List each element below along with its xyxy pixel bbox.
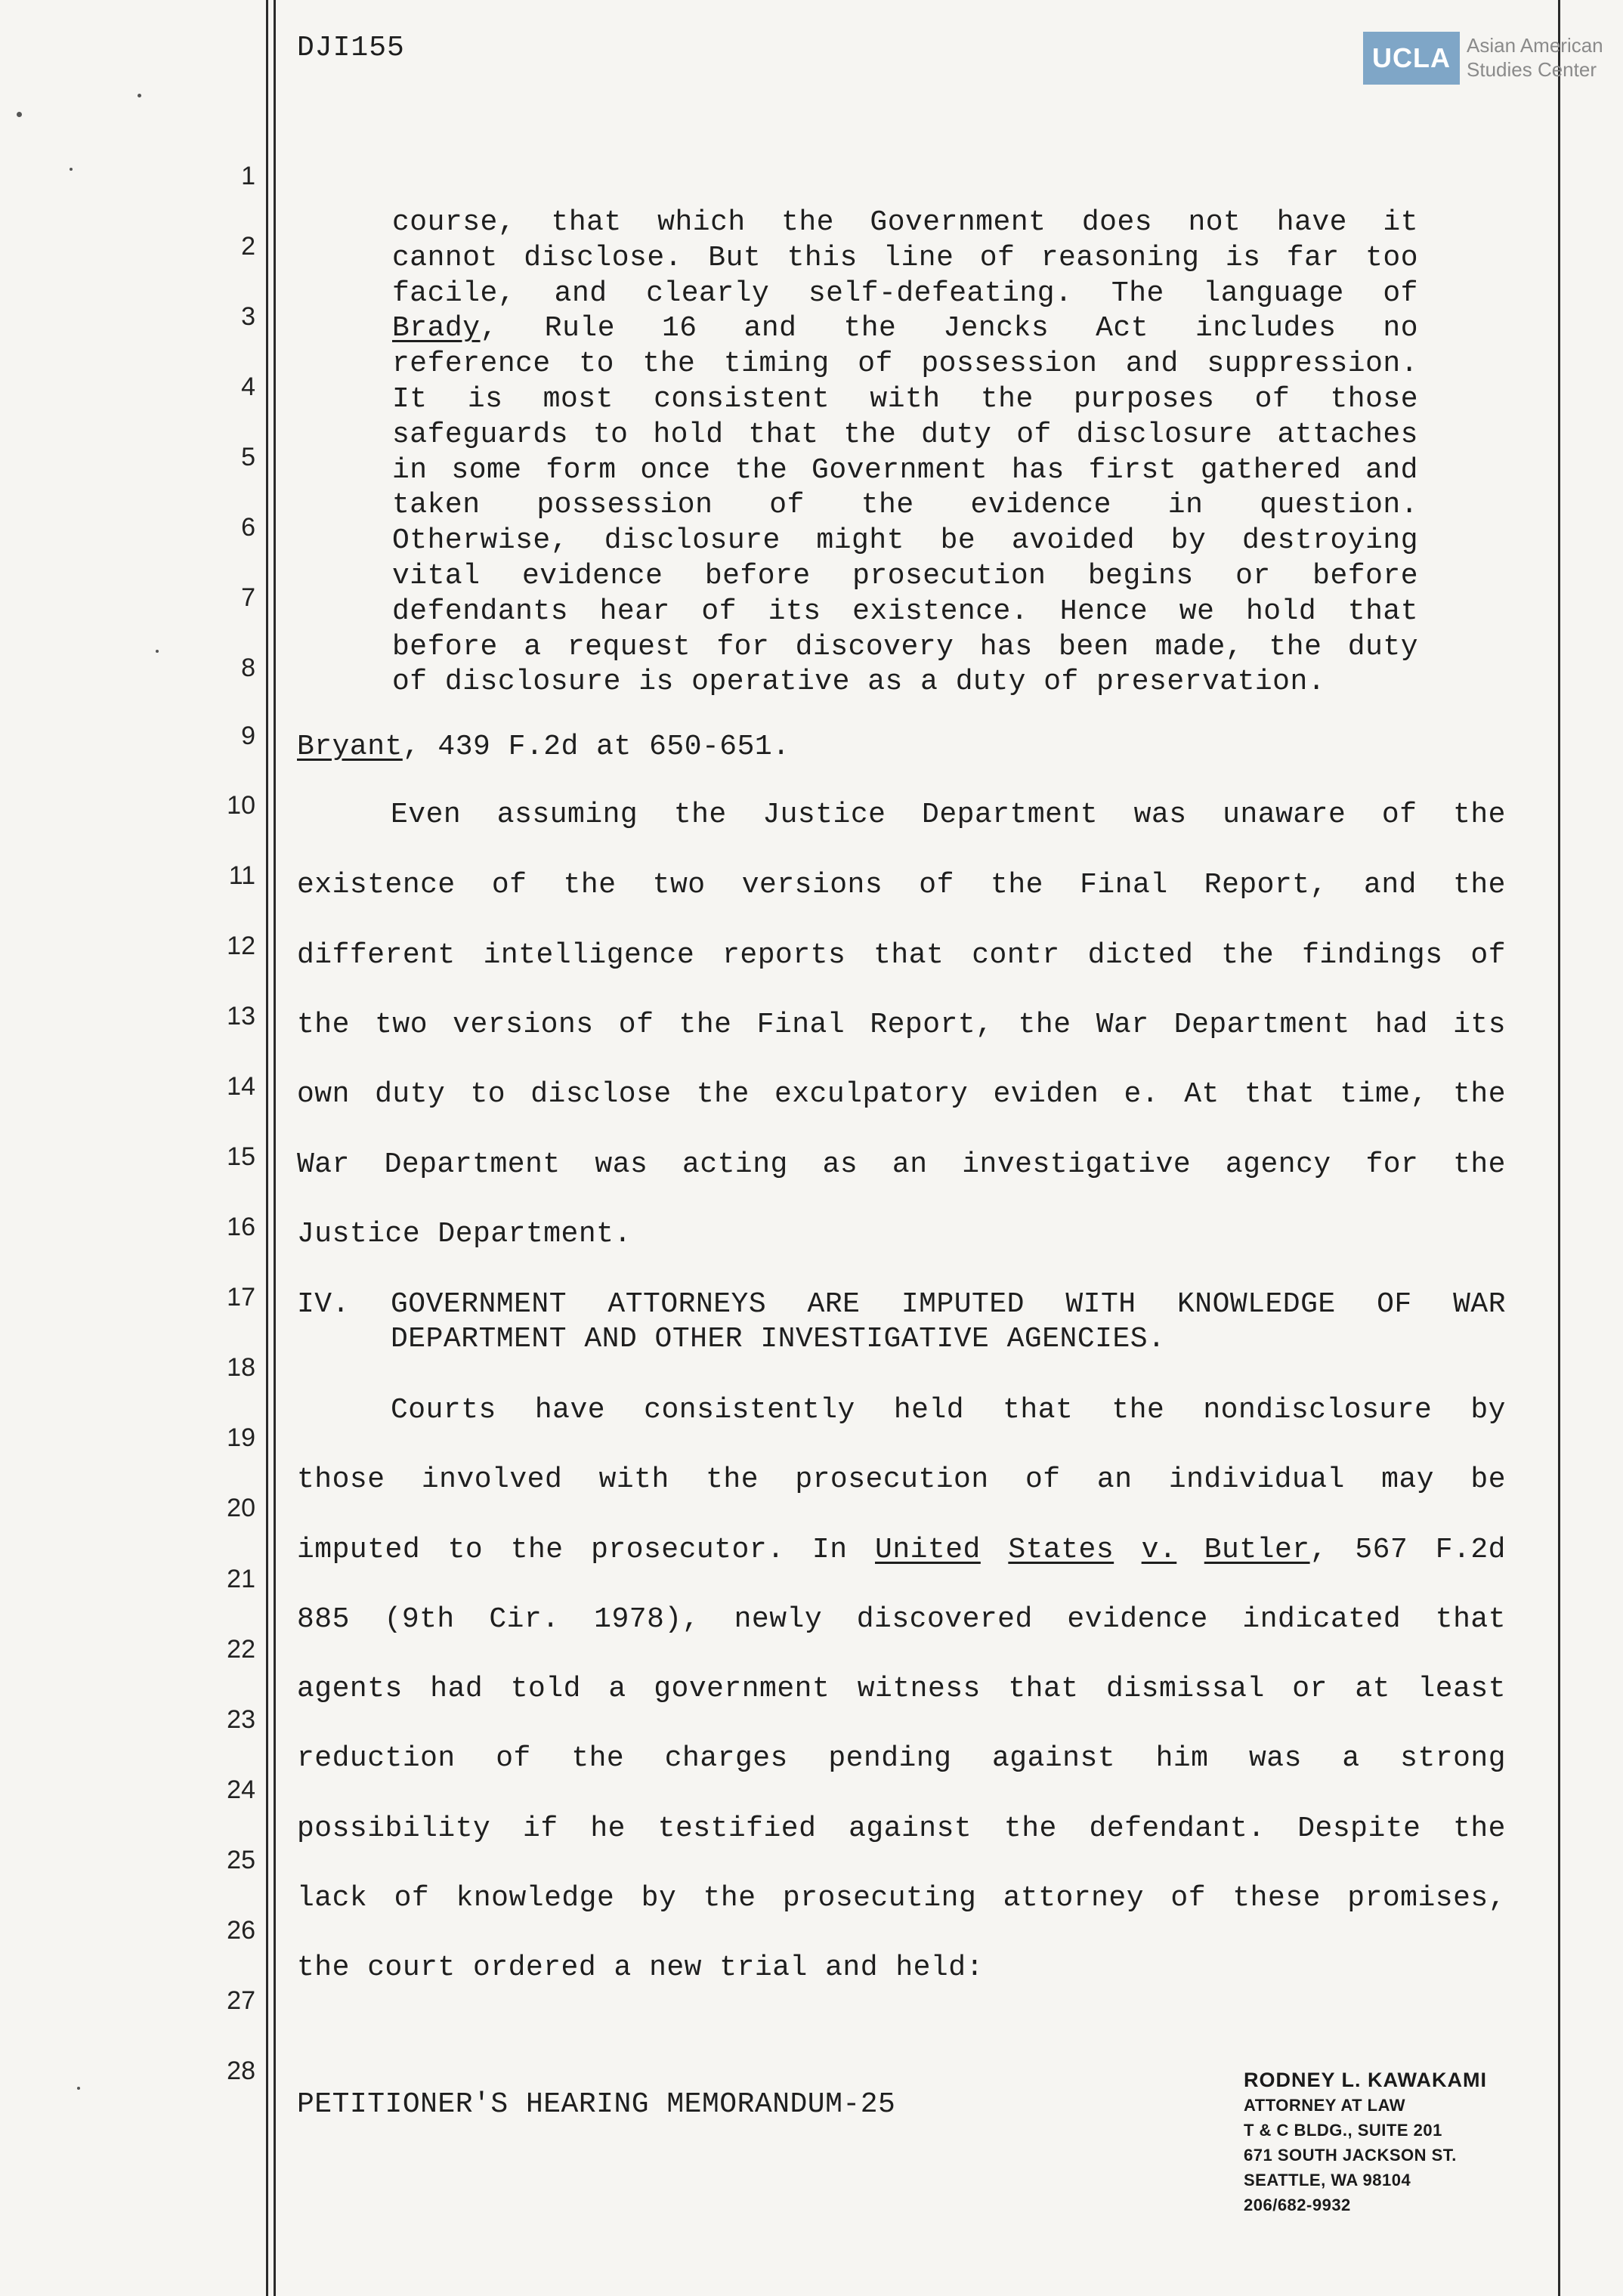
block-quote-line: taken possession of the evidence in question. (392, 489, 1418, 522)
block-quote (392, 205, 1418, 700)
line-number: 8 (241, 654, 255, 682)
block-quote-line: Brady, Rule 16 and the Jencks Act includes no (392, 312, 1418, 345)
left-margin-rule-inner (274, 0, 276, 2296)
line-number: 17 (227, 1283, 255, 1312)
block-quote-line: vital evidence before prosecution begins or before (392, 559, 1418, 592)
attorney-title: ATTORNEY AT LAW (1244, 2096, 1406, 2115)
ucla-logo: UCLA (1363, 32, 1460, 85)
scan-speck (70, 168, 73, 171)
paragraph-line: the court ordered a new trial and held: (297, 1951, 984, 1984)
watermark-line-2: Studies Center (1467, 58, 1597, 81)
line-number: 20 (227, 1494, 255, 1522)
line-number: 9 (241, 722, 255, 750)
block-quote-line: course, that which the Government does not have it (392, 206, 1418, 239)
address-line: SEATTLE, WA 98104 (1244, 2171, 1411, 2189)
block-quote-line: It is most consistent with the purposes of those (392, 382, 1418, 416)
line-number: 11 (228, 861, 255, 890)
line-number: 3 (241, 302, 255, 331)
block-quote-line: Otherwise, disclosure might be avoided by destroying (392, 524, 1418, 558)
paragraph-line: 885 (9th Cir. 1978), newly discovered evidence indicated that (297, 1603, 1506, 1636)
line-number: 14 (227, 1072, 255, 1101)
line-number: 25 (227, 1846, 255, 1874)
paragraph-line: Even assuming the Justice Department was unaware of the (391, 799, 1506, 831)
right-margin-rule (1558, 0, 1560, 2296)
line-number: 15 (227, 1142, 255, 1171)
citation-line: Bryant, 439 F.2d at 650-651. (297, 731, 790, 763)
line-number: 13 (227, 1002, 255, 1031)
address-line: T & C BLDG., SUITE 201 (1244, 2121, 1442, 2140)
paragraph-line: lack of knowledge by the prosecuting attorney of these promises, (297, 1882, 1506, 1914)
left-margin-rule-outer (266, 0, 268, 2296)
block-quote-line: of disclosure is operative as a duty of preservation. (392, 666, 1326, 699)
scan-speck (17, 112, 22, 117)
address-line: 206/682-9932 (1244, 2196, 1351, 2214)
paragraph-line: those involved with the prosecution of an individual may be (297, 1463, 1506, 1496)
paragraph-line: existence of the two versions of the Final Report, and the (297, 869, 1506, 901)
line-number: 1 (241, 162, 255, 190)
document-id: DJI155 (297, 32, 405, 64)
paragraph-line: different intelligence reports that contr dicted the findings of (297, 939, 1506, 972)
line-number: 10 (227, 791, 255, 820)
block-quote-line: safeguards to hold that the duty of disclosure attaches (392, 418, 1418, 451)
paragraph-line: the two versions of the Final Report, the War Department had its (297, 1009, 1506, 1041)
block-quote-line: reference to the timing of possession and suppression. (392, 348, 1418, 381)
section-heading-line-2: DEPARTMENT AND OTHER INVESTIGATIVE AGENCIES. (391, 1323, 1166, 1355)
line-number: 24 (227, 1775, 255, 1804)
paragraph-line: reduction of the charges pending against him was a strong (297, 1742, 1506, 1775)
block-quote-line: in some form once the Government has first gathered and (392, 453, 1418, 487)
block-quote-line: before a request for discovery has been made, the duty (392, 630, 1418, 663)
scan-speck (77, 2087, 80, 2090)
line-number: 23 (227, 1705, 255, 1734)
scan-speck (156, 650, 159, 653)
attorney-address (1244, 2118, 1546, 2217)
underlined-case-name: Brady (392, 312, 481, 345)
address-line: 671 SOUTH JACKSON ST. (1244, 2146, 1457, 2165)
line-number: 16 (227, 1213, 255, 1241)
underlined-case-name: Butler (1204, 1534, 1310, 1566)
paragraph-line: own duty to disclose the exculpatory eviden e. At that time, the (297, 1078, 1506, 1111)
paragraph-line: Courts have consistently held that the nondisclosure by (391, 1394, 1506, 1426)
section-number: IV. (297, 1288, 350, 1321)
attorney-name: RODNEY L. KAWAKAMI (1244, 2069, 1488, 2091)
line-number: 5 (241, 443, 255, 471)
paragraph-line: agents had told a government witness that dismissal or at least (297, 1673, 1506, 1705)
line-number: 27 (227, 1986, 255, 2015)
line-number: 18 (227, 1353, 255, 1382)
line-number: 26 (227, 1916, 255, 1945)
line-number: 6 (241, 513, 255, 542)
paragraph-line: possibility if he testified against the defendant. Despite the (297, 1812, 1506, 1845)
footer-document-title: PETITIONER'S HEARING MEMORANDUM-25 (297, 2088, 896, 2121)
paragraph-line: War Department was acting as an investigative agency for the (297, 1148, 1506, 1181)
line-number: 22 (227, 1635, 255, 1664)
block-quote-line: defendants hear of its existence. Hence we hold that (392, 595, 1418, 628)
line-number: 4 (241, 372, 255, 401)
underlined-case-name: Bryant (297, 731, 403, 763)
line-number: 2 (241, 232, 255, 261)
line-number: 21 (227, 1565, 255, 1593)
block-quote-line: cannot disclose. But this line of reasoning is far too (392, 241, 1418, 274)
underlined-case-name: States (1008, 1534, 1114, 1566)
line-number: 12 (227, 932, 255, 960)
underlined-case-name: United (875, 1534, 981, 1566)
attorney-block (1244, 2067, 1546, 2217)
underlined-case-name: v. (1141, 1534, 1177, 1566)
block-quote-line: facile, and clearly self-defeating. The language of (392, 277, 1418, 310)
scan-speck (138, 94, 141, 97)
line-number: 19 (227, 1423, 255, 1452)
line-number: 28 (227, 2057, 255, 2085)
watermark-line-1: Asian American (1467, 34, 1603, 57)
paragraph-line: Justice Department. (297, 1218, 632, 1250)
paragraph-line: imputed to the prosecutor. In United States v. Butler, 567 F.2d (297, 1534, 1506, 1566)
section-heading-line-1: GOVERNMENT ATTORNEYS ARE IMPUTED WITH KNOWLEDGE OF WAR (391, 1288, 1506, 1321)
watermark-text (1467, 33, 1610, 82)
line-number: 7 (241, 583, 255, 612)
